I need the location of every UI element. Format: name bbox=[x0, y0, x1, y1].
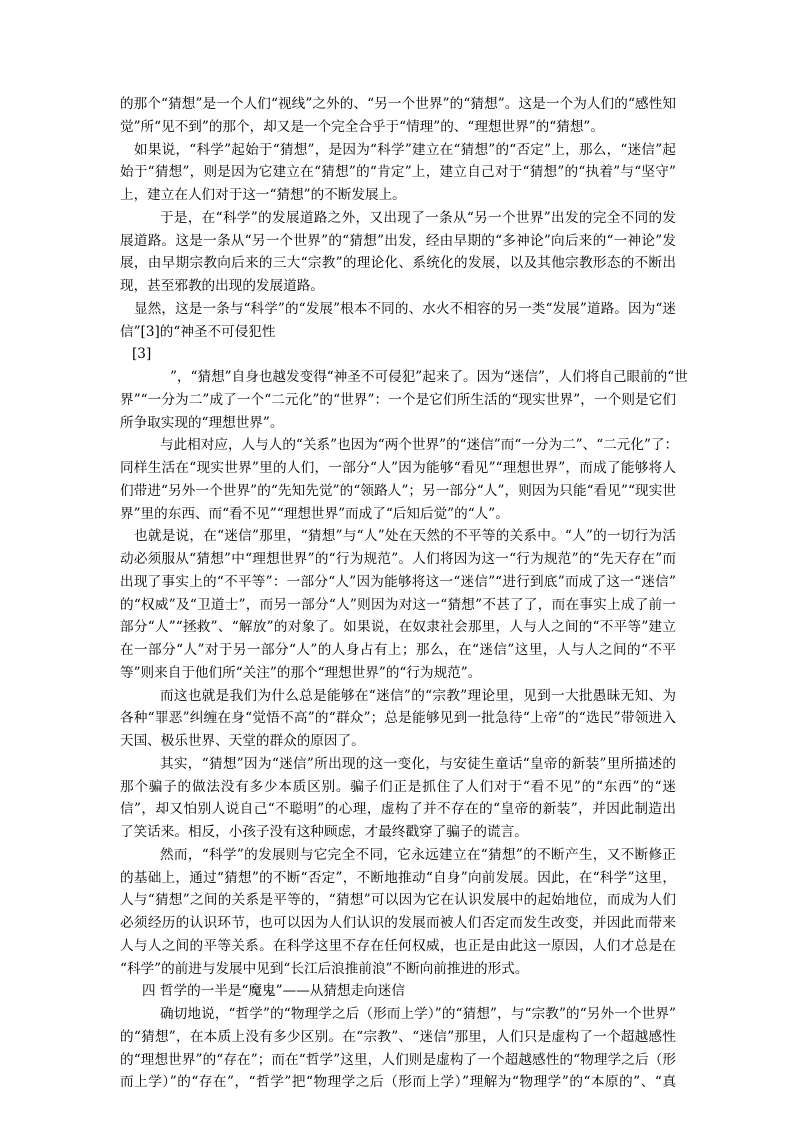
text-line: 同样生活在“现实世界”里的人们，一部分“人”因为能够“看见”“理想世界”，而成了能够将人 bbox=[120, 460, 676, 476]
text-line: 了笑话来。相反，小孩子没有这种顾虑，才最终戳穿了骗子的谎言。 bbox=[120, 824, 528, 840]
text-line: 确切地说，“哲学”的“物理学之后（形而上学）”的“猜想”，与“宗教”的“另外一个世界” bbox=[160, 1006, 676, 1022]
text-line: 的那个“猜想”是一个人们“视线”之外的、“另一个世界”的“猜想”。这是一个为人们的“感性知 bbox=[120, 96, 676, 112]
text-line: 出现了事实上的“不平等”：一部分“人”因为能够将这一“迷信”“进行到底”而成了这一“迷信” bbox=[120, 573, 676, 590]
text-line: 展，由早期宗教向后来的三大“宗教”的理论化、系统化的发展，以及其他宗教形态的不断出 bbox=[120, 255, 676, 272]
text-line: 们带进“另外一个世界”的“先知先觉”的“领路人”；另一部分“人”，则因为只能“看见”“现实世 bbox=[120, 482, 676, 499]
text-line: 那个骗子的做法没有多少本质区别。骗子们正是抓住了人们对于“看不见”的“东西”的“迷 bbox=[120, 778, 676, 795]
text-line: 如果说，“科学”起始于“猜想”，是因为“科学”建立在“猜想”的“否定”上，那么，“迷信”起 bbox=[134, 141, 676, 158]
text-line: 人与人之间的平等关系。在科学这里不存在任何权威，也正是由此这一原因，人们才总是在 bbox=[120, 937, 676, 954]
text-line: 信”，却又怕别人说自己“不聪明”的心理，虚构了并不存在的“皇帝的新装”，并因此制造出 bbox=[120, 801, 676, 818]
document-page bbox=[120, 93, 688, 1094]
text-line: 的基础上，通过“猜想”的不断“否定”，不断地推动“自身”向前发展。因此，在“科学”这里， bbox=[120, 869, 676, 886]
text-line: 部分“人”“拯救”、“解放”的对象了。如果说，在奴隶社会那里，人与人之间的“不平等”建立 bbox=[120, 619, 676, 636]
text-line: 所争取实现的“理想世界”。 bbox=[120, 414, 284, 431]
text-line: 于是，在“科学”的发展道路之外，又出现了一条从“另一个世界”出发的完全不同的发 bbox=[160, 209, 676, 226]
text-line: 而这也就是我们为什么总是能够在“迷信”的“宗教”理论里，见到一大批愚昧无知、为 bbox=[160, 687, 676, 704]
text-line: 上，建立在人们对于这一“猜想”的不断发展上。 bbox=[120, 187, 406, 203]
text-line: 而上学）”的“存在”，“哲学”把“物理学之后（形而上学）”理解为“物理学”的“本原的”、“真 bbox=[120, 1074, 676, 1091]
text-line: [3] bbox=[132, 346, 152, 363]
text-line: 显然，这是一条与“科学”的“发展”根本不同的、水火不相容的另一类“发展”道路。因为“迷 bbox=[134, 300, 676, 317]
text-line: 信”[3]的“神圣不可侵犯性 bbox=[120, 323, 276, 340]
text-line: 然而，“科学”的发展则与它完全不同，它永远建立在“猜想”的不断产生，又不断修正 bbox=[160, 846, 676, 863]
section-heading: 四 哲学的一半是“魔鬼”——从猜想走向迷信 bbox=[142, 983, 405, 1000]
text-line: 界”“一分为二”成了一个“二元化”的“世界”：一个是它们所生活的“现实世界”，一个则是它们 bbox=[120, 391, 676, 408]
text-line: 动必须服从“猜想”中“理想世界”的“行为规范”。人们将因为这一“行为规范”的“先天存在”而 bbox=[120, 551, 676, 567]
text-line: 现，甚至邪教的出现的发展道路。 bbox=[120, 278, 324, 294]
text-line: 必须经历的认识环节，也可以因为人们认识的发展而被人们否定而发生改变，并因此而带来 bbox=[120, 915, 676, 931]
text-line: 人与“猜想”之间的关系是平等的，“猜想”可以因为它在认识发展中的起始地位，而成为人们 bbox=[120, 892, 676, 909]
text-line: 其实，“猜想”因为“迷信”所出现的这一变化，与安徒生童话“皇帝的新装”里所描述的 bbox=[160, 755, 676, 772]
text-line: 的“猜想”，在本质上没有多少区别。在“宗教”、“迷信”那里，人们只是虚构了一个超越感性 bbox=[120, 1028, 676, 1045]
text-line: 界”里的东西、而“看不见”“理想世界”而成了“后知后觉”的“人”。 bbox=[120, 505, 509, 522]
text-line: 各种“罪恶”纠缠在身“觉悟不高”的“群众”；总是能够见到一批急待“上帝”的“选民”带领进入 bbox=[120, 710, 676, 727]
text-line: 在一部分“人”对于另一部分“人”的人身占有上；那么，在“迷信”这里，人与人之间的“不平 bbox=[120, 642, 676, 658]
text-line: 始于“猜想”，则是因为它建立在“猜想”的“肯定”上，建立自己对于“猜想”的“执着”与“坚守” bbox=[120, 164, 676, 181]
text-line: 等”则来自于他们所“关注”的那个“理想世界”的“行为规范”。 bbox=[120, 664, 482, 681]
text-line: “科学”的前进与发展中见到“长江后浪推前浪”不断向前推进的形式。 bbox=[120, 960, 529, 977]
text-line: 天国、极乐世界、天堂的群众的原因了。 bbox=[120, 733, 365, 749]
text-line: 的“理想世界”的“存在”；而在“哲学”这里，人们则是虚构了一个超越感性的“物理学之后（形 bbox=[120, 1051, 676, 1068]
text-line: 也就是说，在“迷信”那里，“猜想”与“人”处在天然的不平等的关系中。“人”的一切行为活 bbox=[134, 528, 676, 545]
text-line: 的“权威”及“卫道士”，而另一部分“人”则因为对这一“猜想”不甚了了，而在事实上成了前一 bbox=[120, 596, 676, 613]
text-line: ”，“猜想”自身也越发变得“神圣不可侵犯”起来了。因为“迷信”，人们将自己眼前的“世 bbox=[170, 369, 688, 385]
text-line: 与此相对应，人与人的“关系”也因为“两个世界”的“迷信”而“一分为二”、“二元化”了： bbox=[160, 437, 679, 454]
text-line: 觉”所“见不到”的那个，却又是一个完全合乎于“情理”的、“理想世界”的“猜想”。 bbox=[120, 118, 604, 135]
text-line: 展道路。这是一条从“另一个世界”的“猜想”出发，经由早期的“多神论”向后来的“一神论”发 bbox=[120, 232, 676, 249]
